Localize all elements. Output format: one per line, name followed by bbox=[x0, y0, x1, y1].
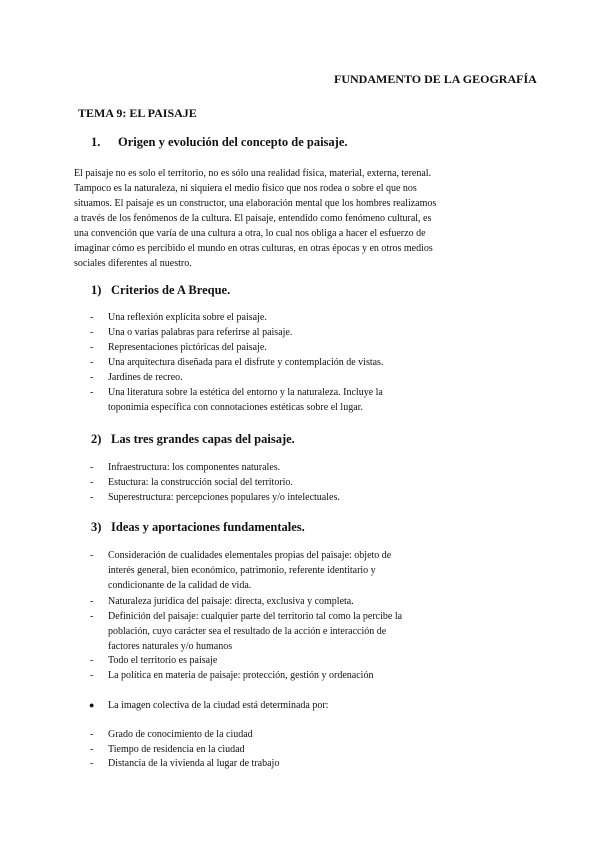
paragraph-line: El paisaje no es solo el territorio, no es sólo una realidad física, material, externa, terenal. bbox=[74, 168, 432, 179]
dash-marker: - bbox=[90, 387, 94, 398]
dash-marker: - bbox=[90, 611, 94, 622]
ideas-item-text: Naturaleza jurídica del paisaje: directa, exclusiva y completa. bbox=[108, 596, 354, 607]
paragraph-line: imaginar cómo es percibido el mundo en otras culturas, en otras épocas y en otros medios bbox=[74, 243, 433, 254]
dash-marker: - bbox=[90, 342, 94, 353]
city-image-item-text: Tiempo de residencia en la ciudad bbox=[108, 744, 245, 755]
dash-marker: - bbox=[90, 758, 94, 769]
dash-marker: - bbox=[90, 655, 94, 666]
dash-marker: - bbox=[90, 357, 94, 368]
ideas-item-text: Consideración de cualidades elementales propias del paisaje: objeto de bbox=[108, 550, 392, 561]
city-image-item-text: Distancia de la vivienda al lugar de trabajo bbox=[108, 758, 280, 769]
layers-item-text: Superestructura: percepciones populares y/o intelectuales. bbox=[108, 492, 340, 503]
ideas-item-continuation: interés general, bien económico, patrimonio, referente identitario y bbox=[108, 565, 376, 576]
ideas-number: 3) bbox=[91, 520, 102, 534]
intro-paragraph bbox=[74, 166, 436, 271]
criteria-item-continuation: toponimia específica con connotaciones estéticas sobre el lugar. bbox=[108, 402, 363, 413]
criteria-item-text: Una o varias palabras para referirse al paisaje. bbox=[108, 327, 293, 338]
criteria-item-text: Jardines de recreo. bbox=[108, 372, 183, 383]
ideas-item-text: Definición del paisaje: cualquier parte del territorio tal como la percibe la bbox=[108, 611, 403, 622]
ideas-item-text: Todo el territorio es paisaje bbox=[108, 655, 218, 666]
paragraph-line: una convención que varía de una cultura a otra, lo cual nos obliga a hacer el esfuerzo de bbox=[74, 228, 426, 239]
criteria-item-text: Representaciones pictóricas del paisaje. bbox=[108, 342, 267, 353]
dash-marker: - bbox=[90, 670, 94, 681]
layers-number: 2) bbox=[91, 432, 102, 446]
city-image-item-text: Grado de conocimiento de la ciudad bbox=[108, 729, 253, 740]
criteria-item-text: Una arquitectura diseñada para el disfrute y contemplación de vistas. bbox=[108, 357, 384, 368]
document-header: FUNDAMENTO DE LA GEOGRAFÍA bbox=[334, 72, 537, 86]
layers-title: Las tres grandes capas del paisaje. bbox=[111, 432, 295, 446]
dash-marker: - bbox=[90, 372, 94, 383]
criteria-item-text: Una reflexión explícita sobre el paisaje. bbox=[108, 312, 267, 323]
section-1-number: 1. bbox=[91, 135, 101, 149]
paragraph-line: Tampoco es la naturaleza, ni siquiera el medio físico que nos rodea o sobre el que nos bbox=[74, 183, 417, 194]
paragraph-line: situamos. El paisaje es un constructor, una elaboración mental que los hombres realizamos bbox=[74, 198, 437, 209]
paragraph-line: sociales diferentes al nuestro. bbox=[74, 258, 192, 269]
dash-marker: - bbox=[90, 462, 94, 473]
layers-item-text: Estuctura: la construcción social del territorio. bbox=[108, 477, 293, 488]
criteria-title: Criterios de A Breque. bbox=[111, 283, 231, 297]
topic-title: TEMA 9: EL PAISAJE bbox=[78, 106, 197, 120]
ideas-item-continuation: factores naturales y/o humanos bbox=[108, 641, 233, 652]
dash-marker: - bbox=[90, 492, 94, 503]
dash-marker: - bbox=[90, 596, 94, 607]
criteria-item-text: Una literatura sobre la estética del entorno y la naturaleza. Incluye la bbox=[108, 387, 383, 398]
dash-marker: - bbox=[90, 327, 94, 338]
dash-marker: - bbox=[90, 312, 94, 323]
city-image-bullet-text: La imagen colectiva de la ciudad está determinada por: bbox=[108, 700, 329, 711]
layers-item-text: Infraestructura: los componentes naturales. bbox=[108, 462, 281, 473]
ideas-item-continuation: condicionante de la calidad de vida. bbox=[108, 580, 252, 591]
bullet-marker: ● bbox=[89, 700, 95, 710]
dash-marker: - bbox=[90, 744, 94, 755]
dash-marker: - bbox=[90, 550, 94, 561]
ideas-item-text: La política en materia de paisaje: protección, gestión y ordenación bbox=[108, 670, 374, 681]
ideas-item-continuation: población, cuyo carácter sea el resultado de la acción e interacción de bbox=[108, 626, 387, 637]
paragraph-line: a través de los fenómenos de la cultura. El paisaje, entendido como fenómeno cultural, es bbox=[74, 213, 432, 224]
criteria-number: 1) bbox=[91, 283, 102, 297]
section-1-title: Origen y evolución del concepto de paisaje. bbox=[118, 135, 348, 149]
dash-marker: - bbox=[90, 729, 94, 740]
dash-marker: - bbox=[90, 477, 94, 488]
ideas-title: Ideas y aportaciones fundamentales. bbox=[111, 520, 305, 534]
